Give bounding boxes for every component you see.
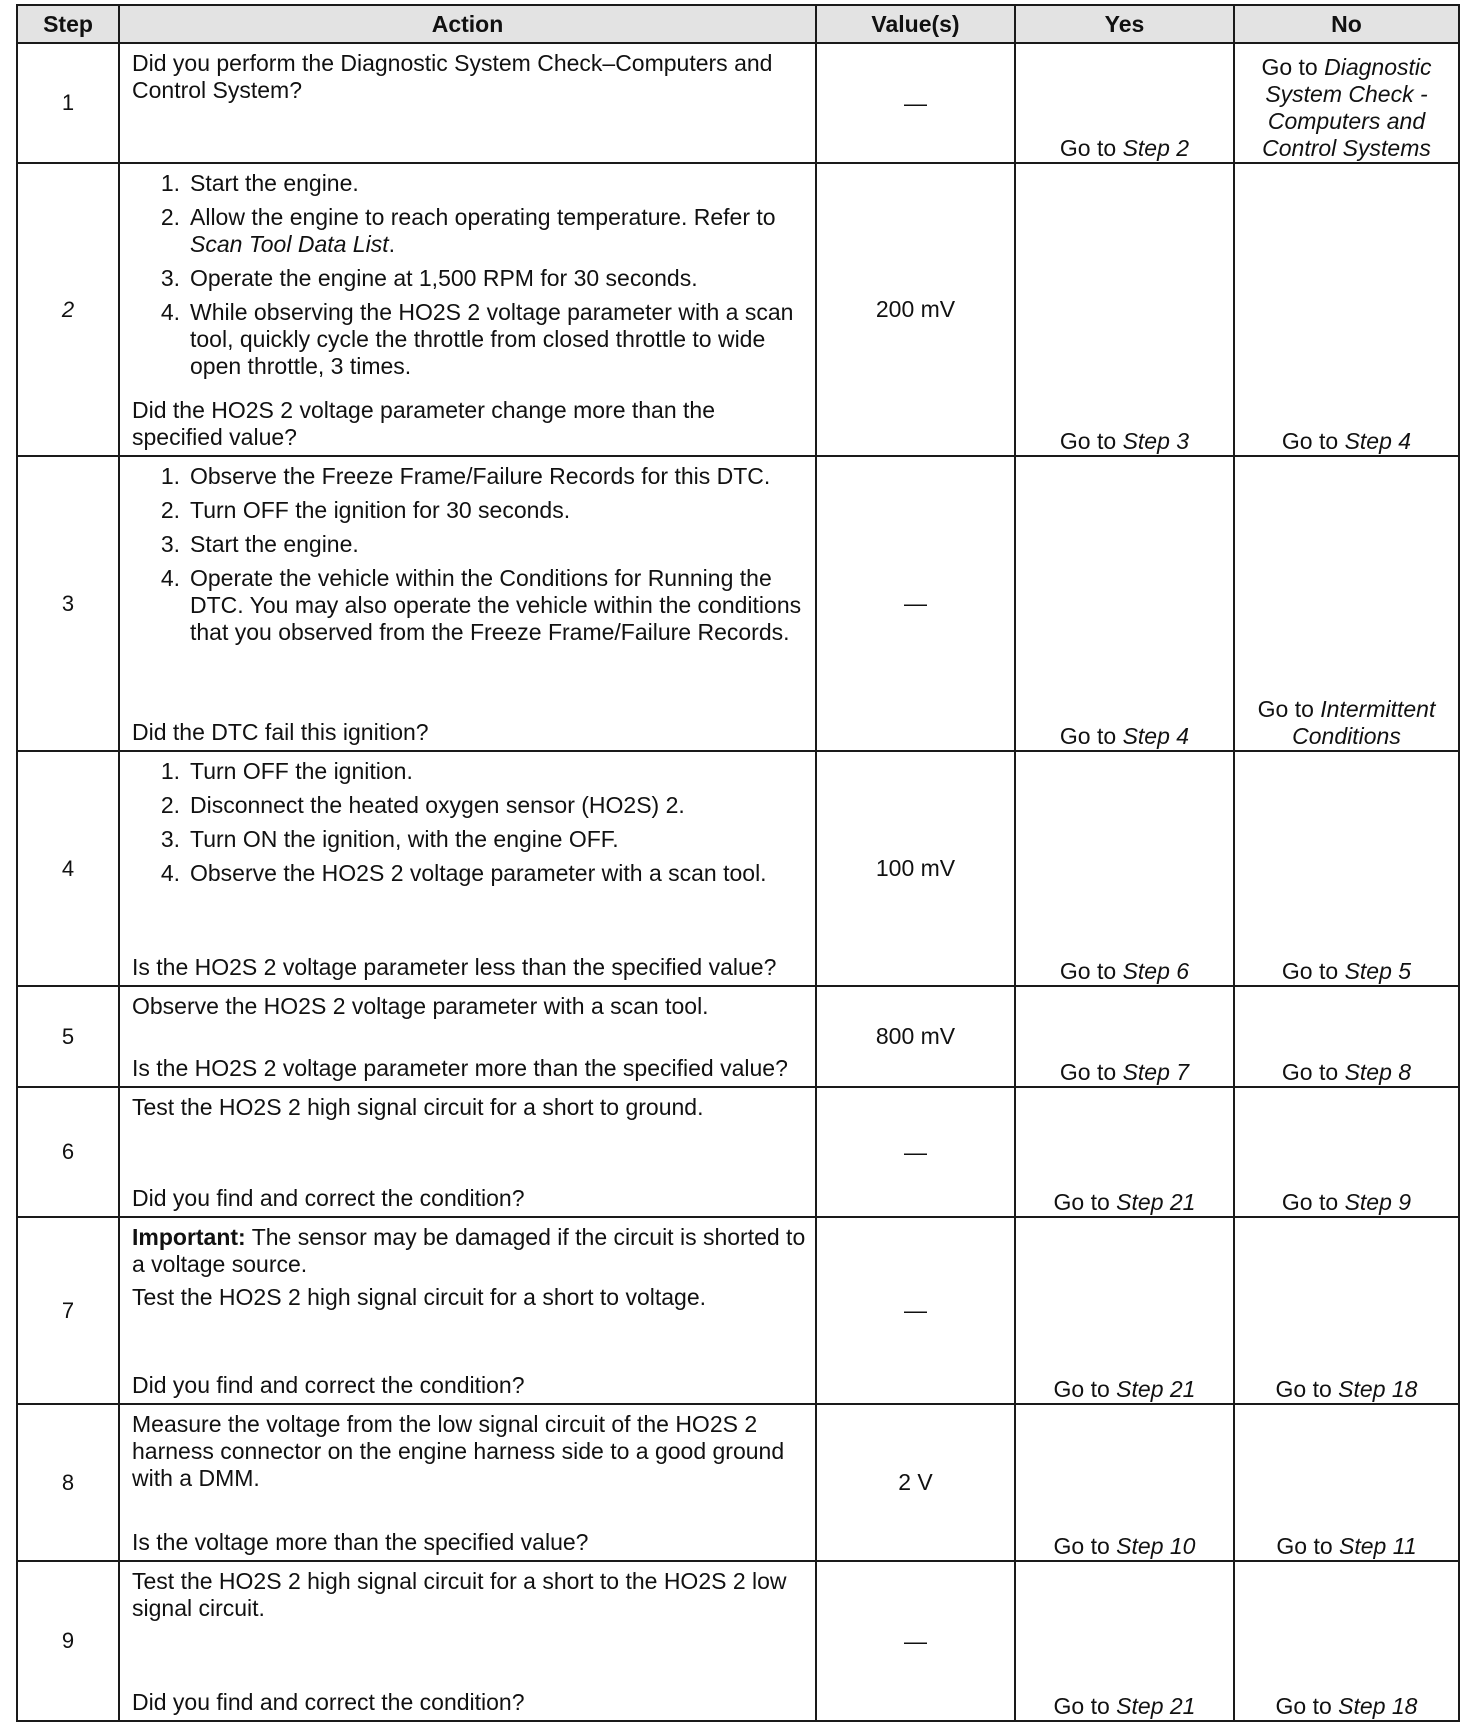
value-cell: —: [816, 1087, 1015, 1217]
table-row: [17, 1561, 1459, 1721]
action-cell: [119, 751, 816, 986]
table-row: [17, 1217, 1459, 1404]
diagnostic-table: [16, 4, 1460, 1722]
list-item: 4. While observing the HO2S 2 voltage parameter with a scan tool, quickly cycle the throttle from closed throttle to wide open throttle, 3 times.: [160, 299, 794, 379]
yes-cell[interactable]: [1015, 1217, 1234, 1404]
value-cell: 200 mV: [816, 163, 1015, 456]
yes-prefix: Go to: [1053, 1533, 1117, 1559]
no-link[interactable]: Intermittent Conditions: [1292, 696, 1436, 749]
header-action: Action: [119, 5, 816, 43]
action-text: Measure the voltage from the low signal circuit of the HO2S 2 harness connector on the engine harness side to a good ground with a DMM.: [132, 1411, 785, 1491]
step-number: 8: [17, 1404, 119, 1561]
no-cell[interactable]: [1234, 1561, 1459, 1721]
header-step: Step: [17, 5, 119, 43]
value-cell: —: [816, 1561, 1015, 1721]
yes-cell[interactable]: [1015, 1561, 1234, 1721]
action-cell: [119, 986, 816, 1087]
action-question: Is the HO2S 2 voltage parameter more than the specified value?: [132, 1055, 788, 1081]
no-link[interactable]: Diagnostic System Check - Computers and Control Systems: [1262, 54, 1432, 161]
no-link[interactable]: Step 11: [1339, 1533, 1417, 1559]
no-prefix: Go to: [1281, 1189, 1345, 1215]
list-item: 4. Operate the vehicle within the Conditions for Running the DTC. You may also operate the vehicle within the conditions that you observed from the Freeze Frame/Failure Records.: [160, 565, 802, 645]
value-cell: 100 mV: [816, 751, 1015, 986]
no-link[interactable]: Step 5: [1344, 958, 1412, 984]
yes-prefix: Go to: [1053, 1189, 1117, 1215]
action-text: Test the HO2S 2 high signal circuit for a short to ground.: [132, 1094, 704, 1120]
yes-link[interactable]: Step 21: [1116, 1376, 1196, 1402]
step-number: 7: [17, 1217, 119, 1404]
yes-cell[interactable]: [1015, 751, 1234, 986]
table-row: [17, 751, 1459, 986]
step-number: 4: [17, 751, 119, 986]
action-question: Did you find and correct the condition?: [132, 1372, 525, 1398]
value-cell: —: [816, 1217, 1015, 1404]
yes-prefix: Go to: [1059, 958, 1123, 984]
list-item: 1. Start the engine.: [160, 170, 359, 196]
step-number: 3: [17, 456, 119, 751]
no-link[interactable]: Step 18: [1338, 1693, 1418, 1719]
yes-cell[interactable]: [1015, 43, 1234, 163]
action-cell: [119, 43, 816, 163]
no-prefix: Go to: [1275, 1376, 1339, 1402]
table-row: [17, 986, 1459, 1087]
no-cell[interactable]: [1234, 1217, 1459, 1404]
no-cell[interactable]: [1234, 43, 1459, 163]
action-question: Is the voltage more than the specified value?: [132, 1529, 589, 1555]
yes-link[interactable]: Step 7: [1122, 1059, 1190, 1085]
header-yes: Yes: [1015, 5, 1234, 43]
no-prefix: Go to: [1275, 1693, 1339, 1719]
no-prefix: Go to: [1261, 54, 1325, 80]
action-question: Did the HO2S 2 voltage parameter change more than the specified value?: [132, 397, 716, 450]
action-question: Did you find and correct the condition?: [132, 1185, 525, 1211]
no-link[interactable]: Step 18: [1338, 1376, 1418, 1402]
step-number: 5: [17, 986, 119, 1087]
no-link[interactable]: Step 4: [1344, 428, 1412, 454]
yes-link[interactable]: Step 10: [1116, 1533, 1196, 1559]
yes-link[interactable]: Step 21: [1116, 1189, 1196, 1215]
yes-link[interactable]: Step 2: [1122, 135, 1190, 161]
yes-prefix: Go to: [1059, 723, 1123, 749]
action-cell: [119, 1217, 816, 1404]
step-number: 6: [17, 1087, 119, 1217]
no-cell[interactable]: [1234, 1087, 1459, 1217]
no-prefix: Go to: [1281, 1059, 1345, 1085]
action-cell: [119, 163, 816, 456]
no-prefix: Go to: [1281, 428, 1345, 454]
list-item: 2. Turn OFF the ignition for 30 seconds.: [160, 497, 571, 523]
action-cell: [119, 1404, 816, 1561]
value-cell: 800 mV: [816, 986, 1015, 1087]
list-item: 1. Observe the Freeze Frame/Failure Records for this DTC.: [160, 463, 771, 489]
value-cell: 2 V: [816, 1404, 1015, 1561]
action-question: Did you find and correct the condition?: [132, 1689, 525, 1715]
value-cell: —: [816, 43, 1015, 163]
important-note: Important: The sensor may be damaged if the circuit is shorted to a voltage source.: [132, 1224, 806, 1277]
table-row: [17, 1404, 1459, 1561]
table-row: [17, 1087, 1459, 1217]
step-number: 1: [17, 43, 119, 163]
action-cell: [119, 1561, 816, 1721]
yes-cell[interactable]: [1015, 1404, 1234, 1561]
action-question: Is the HO2S 2 voltage parameter less than the specified value?: [132, 954, 777, 980]
yes-cell[interactable]: [1015, 1087, 1234, 1217]
action-cell: [119, 456, 816, 751]
action-text: Test the HO2S 2 high signal circuit for a short to voltage.: [132, 1284, 707, 1310]
yes-prefix: Go to: [1059, 1059, 1123, 1085]
yes-link[interactable]: Step 4: [1122, 723, 1190, 749]
yes-prefix: Go to: [1059, 135, 1123, 161]
list-item: 4. Observe the HO2S 2 voltage parameter with a scan tool.: [160, 860, 767, 886]
table-row: [17, 43, 1459, 163]
header-values: Value(s): [816, 5, 1015, 43]
yes-link[interactable]: Step 6: [1122, 958, 1190, 984]
step-number: 9: [17, 1561, 119, 1721]
table-row: [17, 163, 1459, 456]
list-item: 3. Operate the engine at 1,500 RPM for 30 seconds.: [160, 265, 698, 291]
no-cell[interactable]: [1234, 986, 1459, 1087]
no-prefix: Go to: [1276, 1533, 1340, 1559]
reference-link[interactable]: Scan Tool Data List: [190, 231, 389, 257]
action-question: Did the DTC fail this ignition?: [132, 719, 429, 745]
step-number: 2: [17, 163, 119, 456]
list-item: 3. Start the engine.: [160, 531, 359, 557]
no-link[interactable]: Step 8: [1344, 1059, 1412, 1085]
list-item: 3. Turn ON the ignition, with the engine OFF.: [160, 826, 619, 852]
header-no: No: [1234, 5, 1459, 43]
yes-cell[interactable]: [1015, 456, 1234, 751]
list-item: 2. Allow the engine to reach operating temperature. Refer to Scan Tool Data List.: [160, 204, 776, 257]
yes-prefix: Go to: [1053, 1376, 1117, 1402]
no-cell[interactable]: [1234, 751, 1459, 986]
yes-cell[interactable]: [1015, 163, 1234, 456]
action-question: Did you perform the Diagnostic System Check–Computers and Control System?: [132, 50, 773, 103]
no-cell[interactable]: [1234, 456, 1459, 751]
yes-prefix: Go to: [1059, 428, 1123, 454]
table-row: [17, 456, 1459, 751]
list-item: 1. Turn OFF the ignition.: [160, 758, 413, 784]
action-text: Observe the HO2S 2 voltage parameter with a scan tool.: [132, 993, 709, 1019]
no-link[interactable]: Step 9: [1344, 1189, 1412, 1215]
header-row: [17, 5, 1459, 43]
action-text: Test the HO2S 2 high signal circuit for a short to the HO2S 2 low signal circuit.: [132, 1568, 787, 1621]
yes-prefix: Go to: [1053, 1693, 1117, 1719]
yes-link[interactable]: Step 21: [1116, 1693, 1196, 1719]
no-cell[interactable]: [1234, 163, 1459, 456]
action-steps: [132, 170, 807, 387]
no-cell[interactable]: [1234, 1404, 1459, 1561]
action-steps: [132, 758, 807, 894]
list-item: 2. Disconnect the heated oxygen sensor (HO2S) 2.: [160, 792, 685, 818]
no-prefix: Go to: [1281, 958, 1345, 984]
action-steps: [132, 463, 807, 653]
value-cell: —: [816, 456, 1015, 751]
no-prefix: Go to: [1257, 696, 1321, 722]
yes-link[interactable]: Step 3: [1122, 428, 1190, 454]
yes-cell[interactable]: [1015, 986, 1234, 1087]
action-cell: [119, 1087, 816, 1217]
